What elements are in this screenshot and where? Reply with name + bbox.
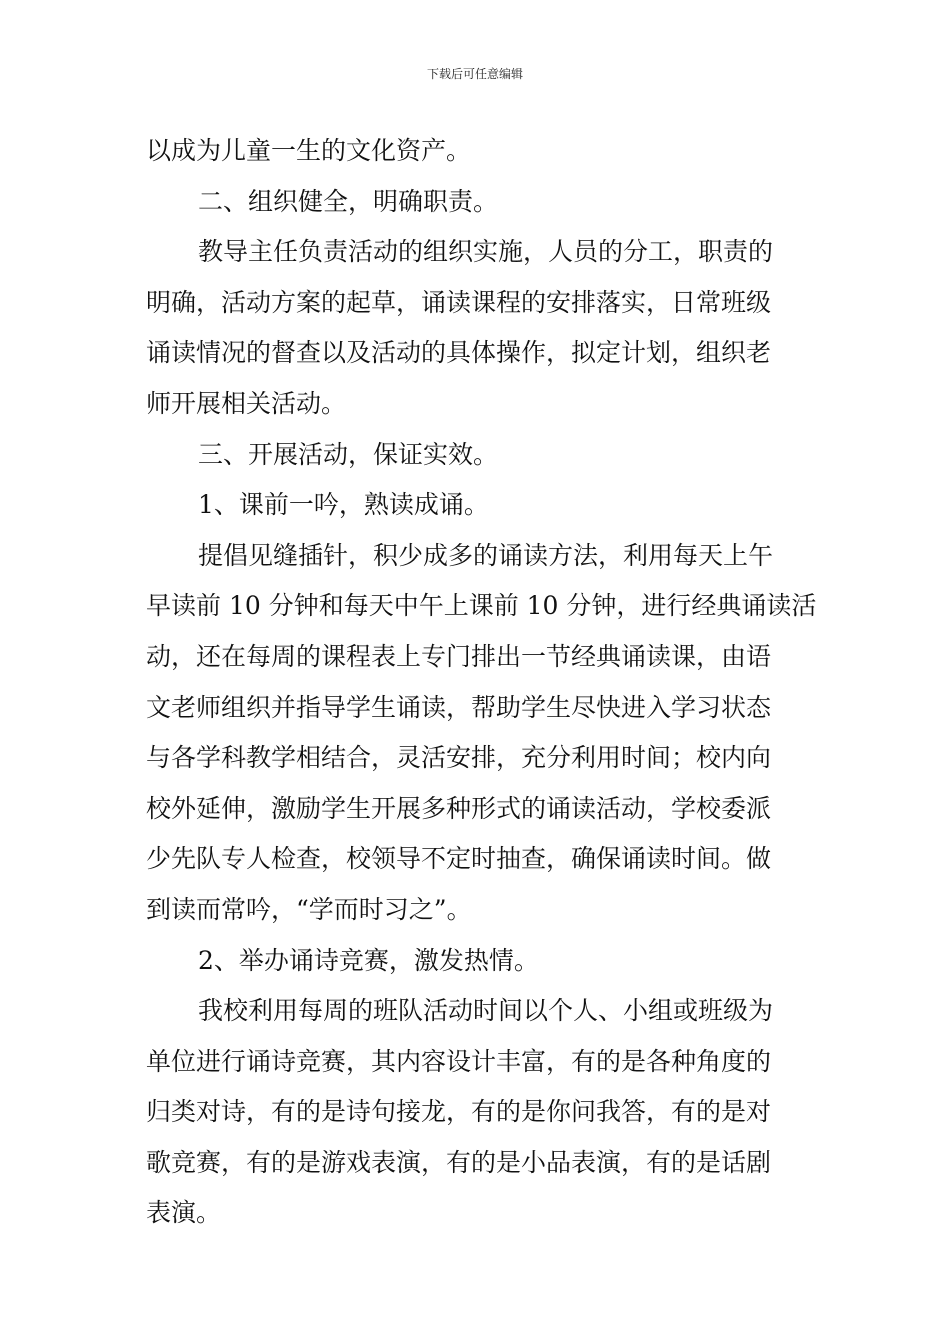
body-line: 与各学科教学相结合，灵活安排，充分利用时间；校内向: [146, 743, 772, 773]
body-line: 校外延伸，激励学生开展多种形式的诵读活动，学校委派: [146, 793, 772, 823]
body-line: 明确，活动方案的起草，诵读课程的安排落实，日常班级: [146, 287, 772, 317]
body-line: 我校利用每周的班队活动时间以个人、小组或班级为: [198, 996, 774, 1026]
page-header-note: 下载后可任意编辑: [426, 67, 523, 81]
document-body: [146, 126, 816, 1239]
body-line: 歌竞赛，有的是游戏表演，有的是小品表演，有的是话剧: [146, 1147, 772, 1177]
subheading-1: 1、课前一吟，熟读成诵。: [198, 490, 489, 520]
body-line: 提倡见缝插针，积少成多的诵读方法，利用每天上午: [198, 540, 774, 570]
section-heading-2: 二、组织健全，明确职责。: [198, 186, 499, 216]
body-line: 归类对诗，有的是诗句接龙，有的是你问我答，有的是对: [146, 1097, 772, 1127]
body-line: 单位进行诵诗竞赛，其内容设计丰富，有的是各种角度的: [146, 1046, 772, 1076]
body-line: 表演。: [146, 1198, 222, 1228]
section-heading-3: 三、开展活动，保证实效。: [198, 439, 499, 469]
body-line: 动，还在每周的课程表上专门排出一节经典诵读课，由语: [146, 641, 772, 671]
body-line: 以成为儿童一生的文化资产。: [146, 136, 472, 165]
body-line: 诵读情况的督查以及活动的具体操作，拟定计划，组织老: [146, 338, 772, 368]
body-line: 早读前 10 分钟和每天中午上课前 10 分钟，进行经典诵读活: [146, 591, 817, 621]
body-line: 少先队专人检查，校领导不定时抽查，确保诵读时间。做: [146, 844, 772, 874]
body-line: 文老师组织并指导学生诵读，帮助学生尽快进入学习状态: [146, 692, 772, 722]
body-line: 到读而常吟，“学而时习之”。: [146, 894, 472, 924]
body-line: 师开展相关活动。: [146, 388, 347, 418]
subheading-2: 2、举办诵诗竞赛，激发热情。: [198, 945, 539, 975]
body-line: 教导主任负责活动的组织实施，人员的分工，职责的: [198, 237, 774, 267]
